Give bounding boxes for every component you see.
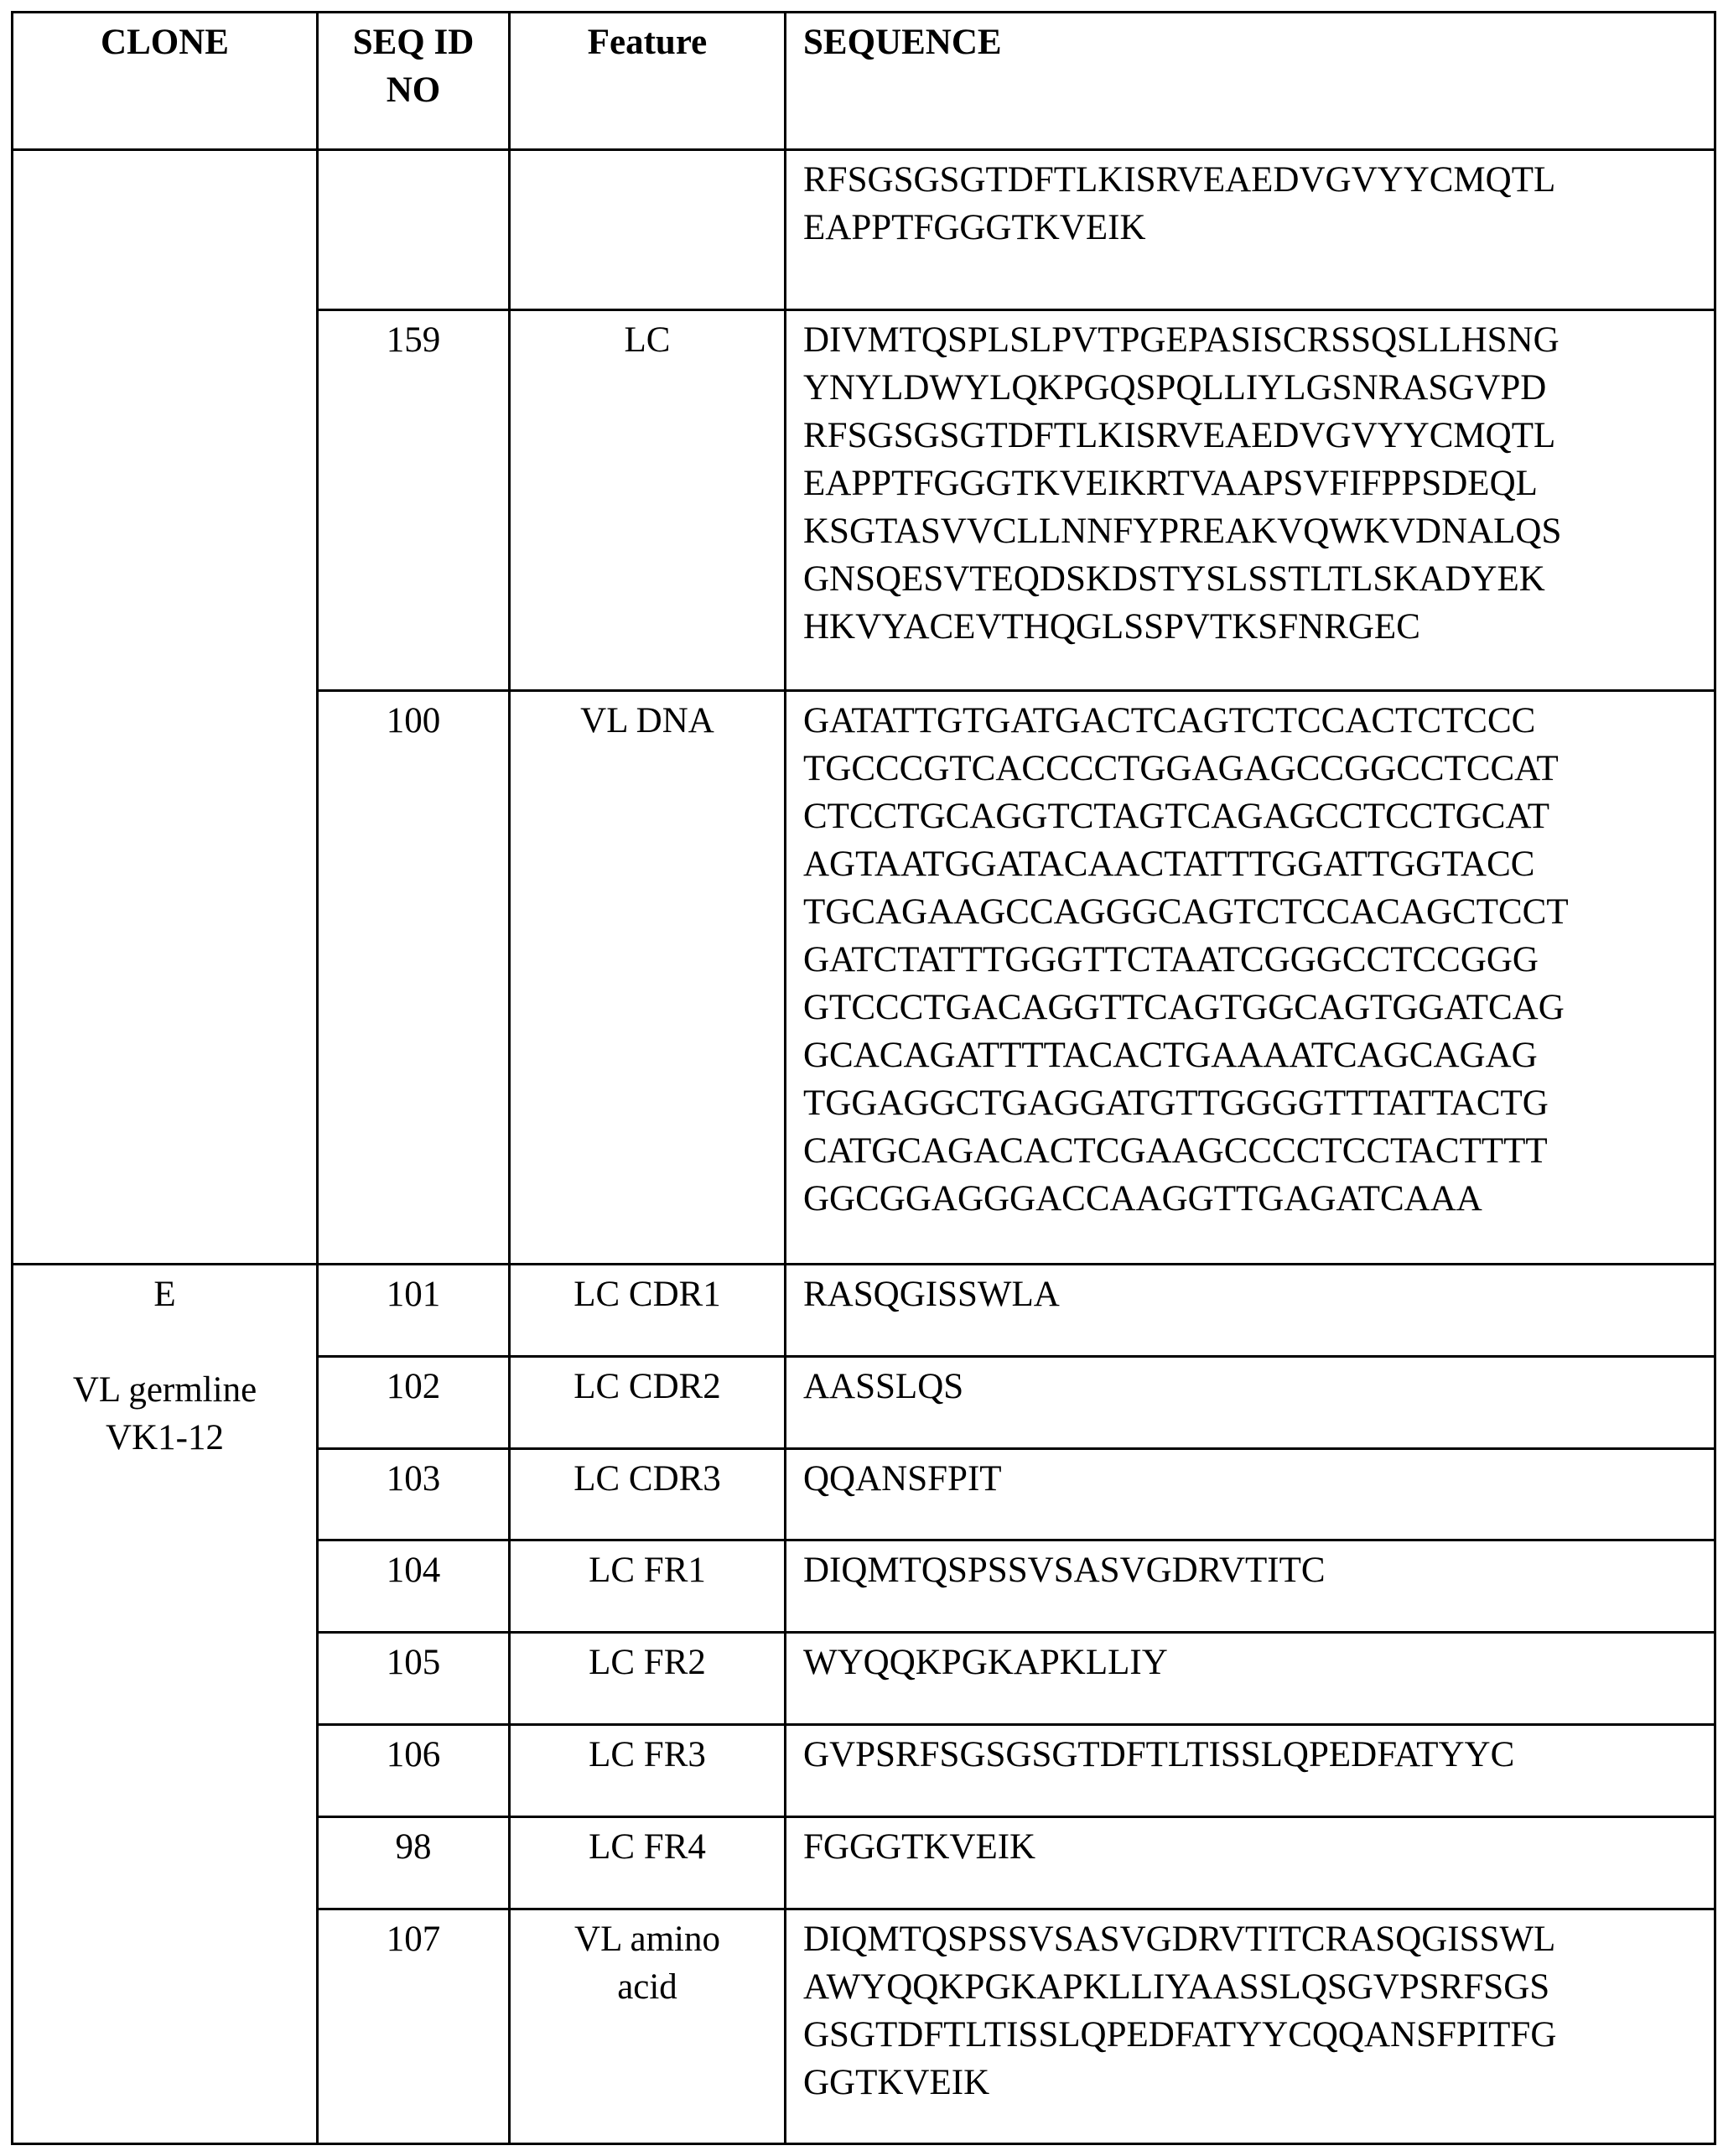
table-row — [13, 1265, 1715, 1357]
seq-id-cell: 106 — [318, 1725, 510, 1817]
seq-id-cell: 103 — [318, 1449, 510, 1540]
sequence-cell: AASSLQS — [786, 1357, 1715, 1449]
feature-cell: LC FR4 — [510, 1817, 786, 1909]
feature-cell: LC FR2 — [510, 1633, 786, 1725]
seq-id-cell: 101 — [318, 1265, 510, 1357]
feature-cell: VL DNA — [510, 691, 786, 1265]
feature-cell: LC FR3 — [510, 1725, 786, 1817]
header-row — [13, 13, 1715, 150]
clone-cell — [13, 1265, 318, 2144]
seq-id-cell: 100 — [318, 691, 510, 1265]
sequence-cell: RFSGSGSGTDFTLKISRVEAEDVGVYYCMQTL EAPPTFGGGTKVEIK — [786, 150, 1715, 310]
feature-cell: VL amino acid — [510, 1909, 786, 2144]
seq-id-cell — [318, 150, 510, 310]
sequence-cell: RASQGISSWLA — [786, 1265, 1715, 1357]
seq-id-cell: 98 — [318, 1817, 510, 1909]
sequence-cell: GVPSRFSGSGSGTDFTLTISSLQPEDFATYYC — [786, 1725, 1715, 1817]
seq-id-cell: 105 — [318, 1633, 510, 1725]
sequence-cell: QQANSFPIT — [786, 1449, 1715, 1540]
header-feature: Feature — [510, 13, 786, 150]
seq-id-cell: 104 — [318, 1540, 510, 1633]
sequence-cell: WYQQKPGKAPKLLIY — [786, 1633, 1715, 1725]
seq-id-cell: 159 — [318, 310, 510, 691]
seq-id-cell: 102 — [318, 1357, 510, 1449]
sequence-cell: DIVMTQSPLSLPVTPGEPASISCRSSQSLLHSNG YNYLDWYLQKPGQSPQLLIYLGSNRASGVPD RFSGSGSGTDFTLKISRVEAEDVGVYYCMQTL EAPPTFGGGTKVEIKRTVAAPSVFIFPPSDEQL KSGTASVVCLLNNFYPREAKVQWKVDNALQS GNSQESVTEQDSKDSTYSLSSTLTLSKADYEK HKVYACEVTHQGLSSPVTKSFNRGEC — [786, 310, 1715, 691]
feature-cell: LC FR1 — [510, 1540, 786, 1633]
feature-cell: LC CDR3 — [510, 1449, 786, 1540]
sequence-cell: DIQMTQSPSSVSASVGDRVTITCRASQGISSWL AWYQQKPGKAPKLLIYAASSLQSGVPSRFSGS GSGTDFTLTISSLQPEDFATYYCQQANSFPITFG GGTKVEIK — [786, 1909, 1715, 2144]
clone-cell — [13, 150, 318, 1265]
feature-cell: LC — [510, 310, 786, 691]
clone-description: VL germline VK1-12 — [30, 1366, 299, 1462]
header-clone: CLONE — [13, 13, 318, 150]
clone-id: E — [153, 1275, 175, 1314]
feature-cell: LC CDR1 — [510, 1265, 786, 1357]
header-sequence: SEQUENCE — [786, 13, 1715, 150]
sequence-cell: FGGGTKVEIK — [786, 1817, 1715, 1909]
header-seq-id: SEQ ID NO — [318, 13, 510, 150]
sequence-cell: GATATTGTGATGACTCAGTCTCCACTCTCCC TGCCCGTCACCCCTGGAGAGCCGGCCTCCAT CTCCTGCAGGTCTAGTCAGAGCCTCCTGCAT AGTAATGGATACAACTATTTGGATTGGTACC TGCAGAAGCCAGGGCAGTCTCCACAGCTCCT GATCTATTTGGGTTCTAATCGGGCCTCCGGG GTCCCTGACAGGTTCAGTGGCAGTGGATCAG GCACAGATTTTACACTGAAAATCAGCAGAG TGGAGGCTGAGGATGTTGGGGTTTATTACTG CATGCAGACACTCGAAGCCCCTCCTACTTTT GGCGGAGGGACCAAGGTTGAGATCAAA — [786, 691, 1715, 1265]
table-row — [13, 150, 1715, 310]
sequence-cell: DIQMTQSPSSVSASVGDRVTITC — [786, 1540, 1715, 1633]
feature-cell — [510, 150, 786, 310]
feature-cell: LC CDR2 — [510, 1357, 786, 1449]
seq-id-cell: 107 — [318, 1909, 510, 2144]
sequence-table — [11, 11, 1716, 2145]
